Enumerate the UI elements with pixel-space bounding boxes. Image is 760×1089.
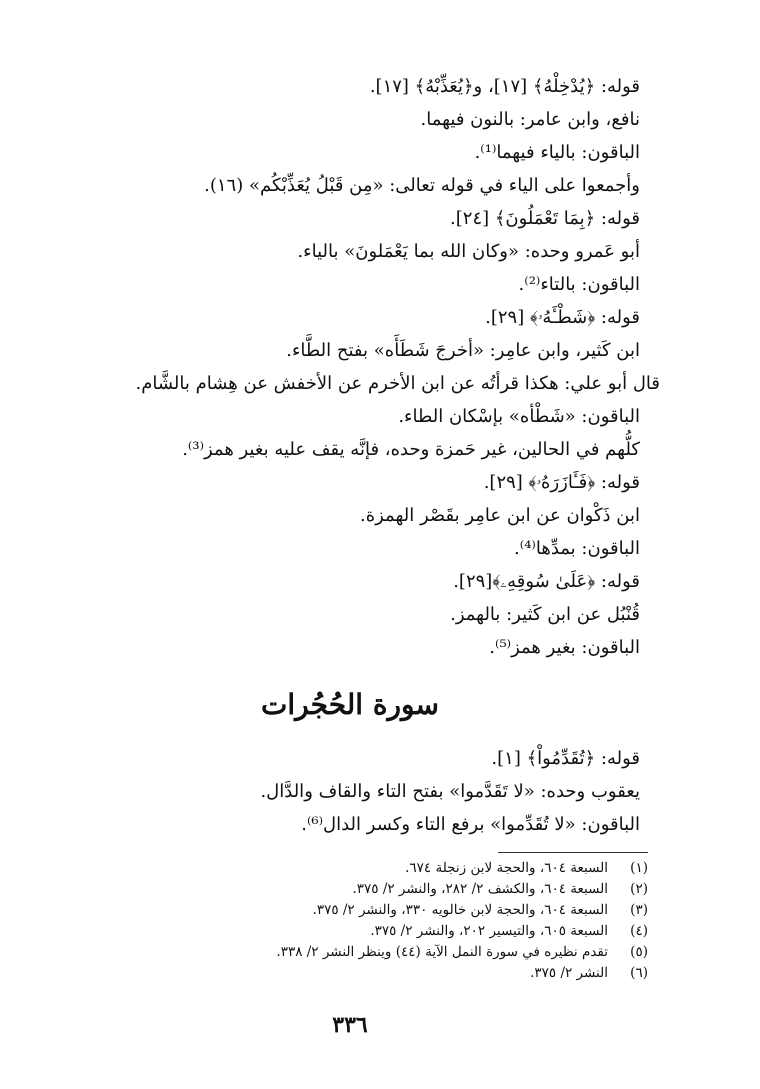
surah-title: سورة الحُجُرات	[261, 688, 439, 721]
text-line: قوله: ﴿بِمَا تَعْمَلُونَ﴾ [٢٤].	[450, 208, 640, 229]
text-line: وأجمعوا على الياء في قوله تعالى: «مِن قَبْلُ يُعَذِّبْكُم» (١٦).	[204, 175, 640, 196]
text-line: الباقون: بالتاء⁽²⁾.	[518, 274, 640, 295]
text-line: قوله: ﴿شَطْـَٔهُۥ﴾ [٢٩].	[485, 307, 640, 328]
footnote-item	[128, 921, 648, 942]
surah-text-block	[100, 742, 640, 841]
footnote-item	[128, 963, 648, 984]
text-line: الباقون: بغير همز⁽⁵⁾.	[489, 637, 640, 658]
text-line: قال أبو علي: هكذا قرأتُه عن ابن الأخرم عن الأخفش عن هِشام بالشَّام.	[135, 373, 660, 394]
text-line: قوله: ﴿تُقَدِّمُواْ﴾ [١].	[491, 748, 640, 769]
text-line: قوله: ﴿فَـَٔازَرَهُۥ﴾ [٢٩].	[483, 472, 640, 493]
text-line: كلُّهم في الحالين، غير حَمزة وحده، فإنَّه يقف عليه بغير همز⁽³⁾.	[182, 439, 640, 460]
footnote-number: (٥)	[630, 944, 648, 960]
text-line: قوله: ﴿عَلَىٰ سُوقِهِۦ﴾[٢٩].	[453, 571, 640, 592]
footnote-text: النشر ٢/ ٣٧٥.	[530, 965, 608, 981]
text-line: ابن كَثير، وابن عامِر: «أخرجَ شَطَأَه» بفتح الطَّاء.	[286, 340, 640, 361]
footnotes	[128, 858, 648, 984]
footnote-number: (١)	[630, 860, 648, 876]
text-line: يعقوب وحده: «لا تَقَدَّموا» بفتح التاء والقاف والدَّال.	[260, 781, 640, 802]
text-line: أبو عَمرو وحده: «وكان الله بما يَعْمَلونَ» بالياء.	[297, 241, 640, 262]
footnote-text: تقدم نظيره في سورة النمل الآية (٤٤) وينظر النشر ٢/ ٣٣٨.	[276, 944, 608, 960]
footnote-text: السبعة ٦٠٤، والحجة لابن زنجلة ٦٧٤.	[405, 860, 608, 876]
footnote-text: السبعة ٦٠٥، والتيسير ٢٠٢، والنشر ٢/ ٣٧٥.	[370, 923, 608, 939]
footnote-number: (٤)	[630, 923, 648, 939]
text-line: نافع، وابن عامر: بالنون فيهما.	[420, 109, 640, 130]
footnote-number: (٣)	[630, 902, 648, 918]
text-line: ابن ذَكْوان عن ابن عامِر بقَصْر الهمزة.	[359, 505, 640, 526]
text-line: الباقون: بالياء فيهما⁽¹⁾.	[474, 142, 640, 163]
footnote-text: السبعة ٦٠٤، والكشف ٢/ ٢٨٢، والنشر ٢/ ٣٧٥.	[352, 881, 608, 897]
footnote-divider	[498, 852, 648, 853]
text-line: قُنْبُل عن ابن كَثير: بالهمز.	[450, 604, 640, 625]
footnote-number: (٢)	[630, 881, 648, 897]
page-number: ٣٣٦	[332, 1012, 368, 1038]
footnote-text: السبعة ٦٠٤، والحجة لابن خالويه ٣٣٠، والنشر ٢/ ٣٧٥.	[312, 902, 608, 918]
text-line: الباقون: «شَطْأه» بإسْكان الطاء.	[398, 406, 640, 427]
text-line: قوله: ﴿يُدْخِلْهُ﴾ [١٧]، و﴿يُعَذِّبْهُ﴾ [١٧].	[369, 76, 640, 97]
text-line: الباقون: بمدِّها⁽⁴⁾.	[514, 538, 640, 559]
text-line: الباقون: «لا تُقَدِّموا» برفع التاء وكسر الدال⁽⁶⁾.	[301, 814, 640, 835]
footnote-item	[128, 858, 648, 879]
footnote-item	[128, 900, 648, 921]
footnote-number: (٦)	[630, 965, 648, 981]
footnote-item	[128, 879, 648, 900]
main-text-block	[100, 70, 660, 664]
footnote-item	[128, 942, 648, 963]
